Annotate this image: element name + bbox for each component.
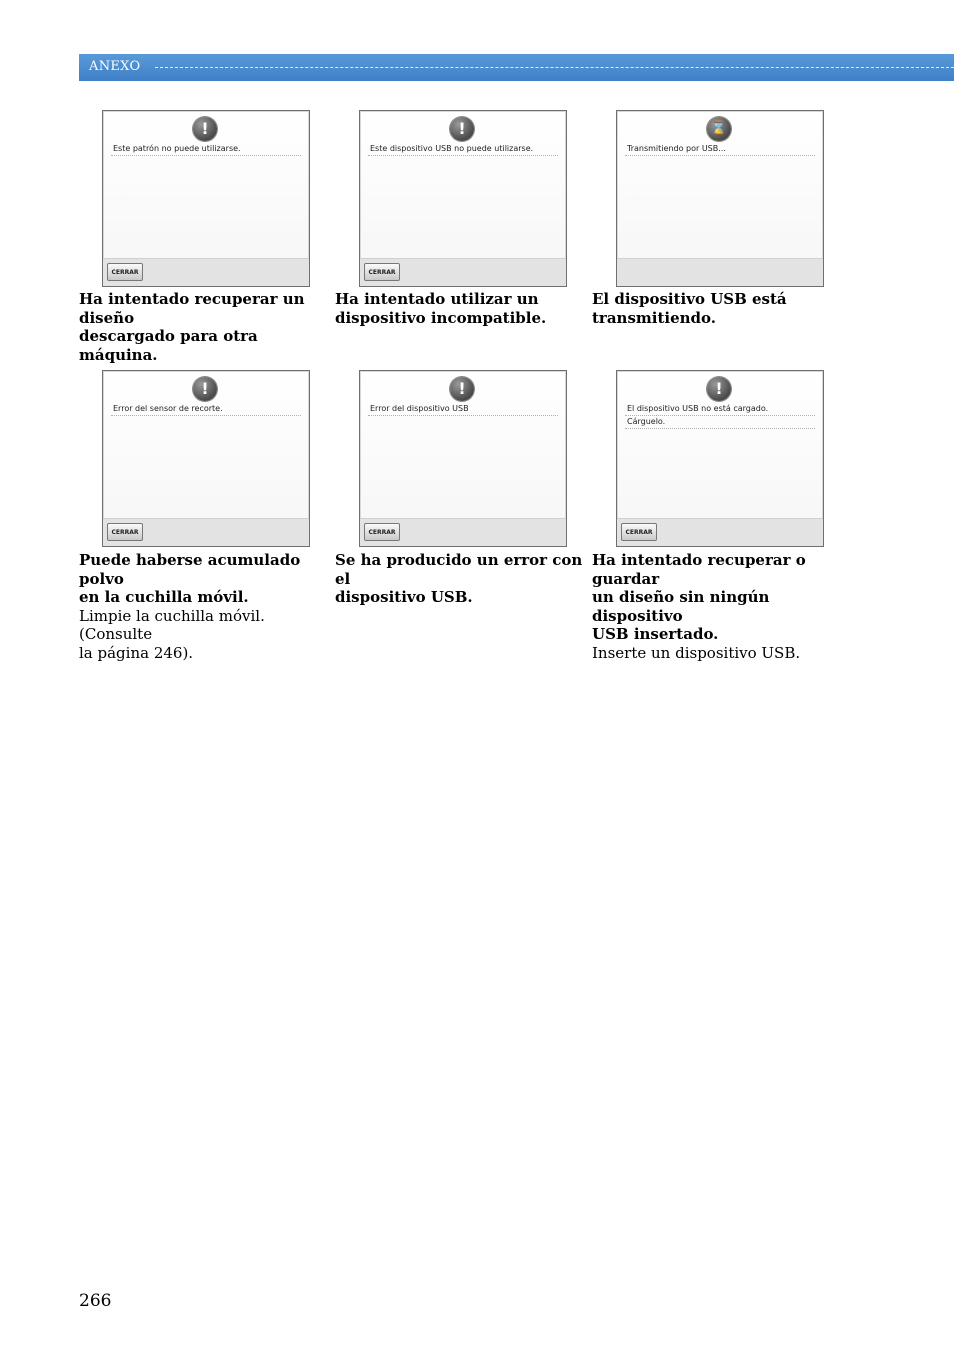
screen-button-bar: [617, 258, 823, 286]
close-button[interactable]: CERRAR: [364, 263, 400, 281]
screen-button-bar: [103, 518, 309, 546]
hourglass-icon: ⌛: [707, 117, 731, 141]
screen-button-bar: [360, 518, 566, 546]
warning-icon: !: [450, 117, 474, 141]
section-header: [79, 54, 954, 81]
close-button[interactable]: CERRAR: [621, 523, 657, 541]
error-screen-usb-device: [359, 370, 567, 547]
error-screen-pattern: [102, 110, 310, 287]
screen-button-bar: [617, 518, 823, 546]
error-screen-cutter-sensor: [102, 370, 310, 547]
caption-usb-unusable: Ha intentado utilizar un dispositivo incompatible.: [335, 290, 547, 327]
caption-usb-device: Se ha producido un error con el dispositivo USB.: [335, 551, 583, 606]
warning-icon: !: [450, 377, 474, 401]
screen-message: Este dispositivo USB no puede utilizarse.: [368, 143, 558, 156]
status-screen-usb-transmitting: [616, 110, 824, 287]
caption-usb-not-loaded: Ha intentado recuperar o guardar un diseño sin ningún dispositivo USB insertado. Inserte un dispositivo USB.: [592, 551, 806, 662]
screen-button-bar: [360, 258, 566, 286]
warning-icon: !: [193, 377, 217, 401]
section-title: ANEXO: [89, 59, 141, 74]
header-rule: [155, 67, 954, 68]
caption-usb-transmitting: El dispositivo USB está transmitiendo.: [592, 290, 787, 327]
close-button[interactable]: CERRAR: [107, 263, 143, 281]
error-screen-usb-not-loaded: [616, 370, 824, 547]
screen-message: Este patrón no puede utilizarse.: [111, 143, 301, 156]
screen-message: Transmitiendo por USB...: [625, 143, 815, 156]
screen-button-bar: [103, 258, 309, 286]
screen-message: Error del sensor de recorte.: [111, 403, 301, 416]
close-button[interactable]: CERRAR: [107, 523, 143, 541]
screen-message: El dispositivo USB no está cargado. Cárguelo.: [625, 403, 815, 429]
caption-pattern: Ha intentado recuperar un diseño descargado para otra máquina.: [79, 290, 305, 364]
caption-cutter-sensor: Puede haberse acumulado polvo en la cuchilla móvil. Limpie la cuchilla móvil. (Consulte la página 246).: [79, 551, 301, 662]
screen-message: Error del dispositivo USB: [368, 403, 558, 416]
error-screen-usb-unusable: [359, 110, 567, 287]
close-button[interactable]: CERRAR: [364, 523, 400, 541]
warning-icon: !: [193, 117, 217, 141]
warning-icon: !: [707, 377, 731, 401]
page-number: 266: [79, 1291, 112, 1311]
